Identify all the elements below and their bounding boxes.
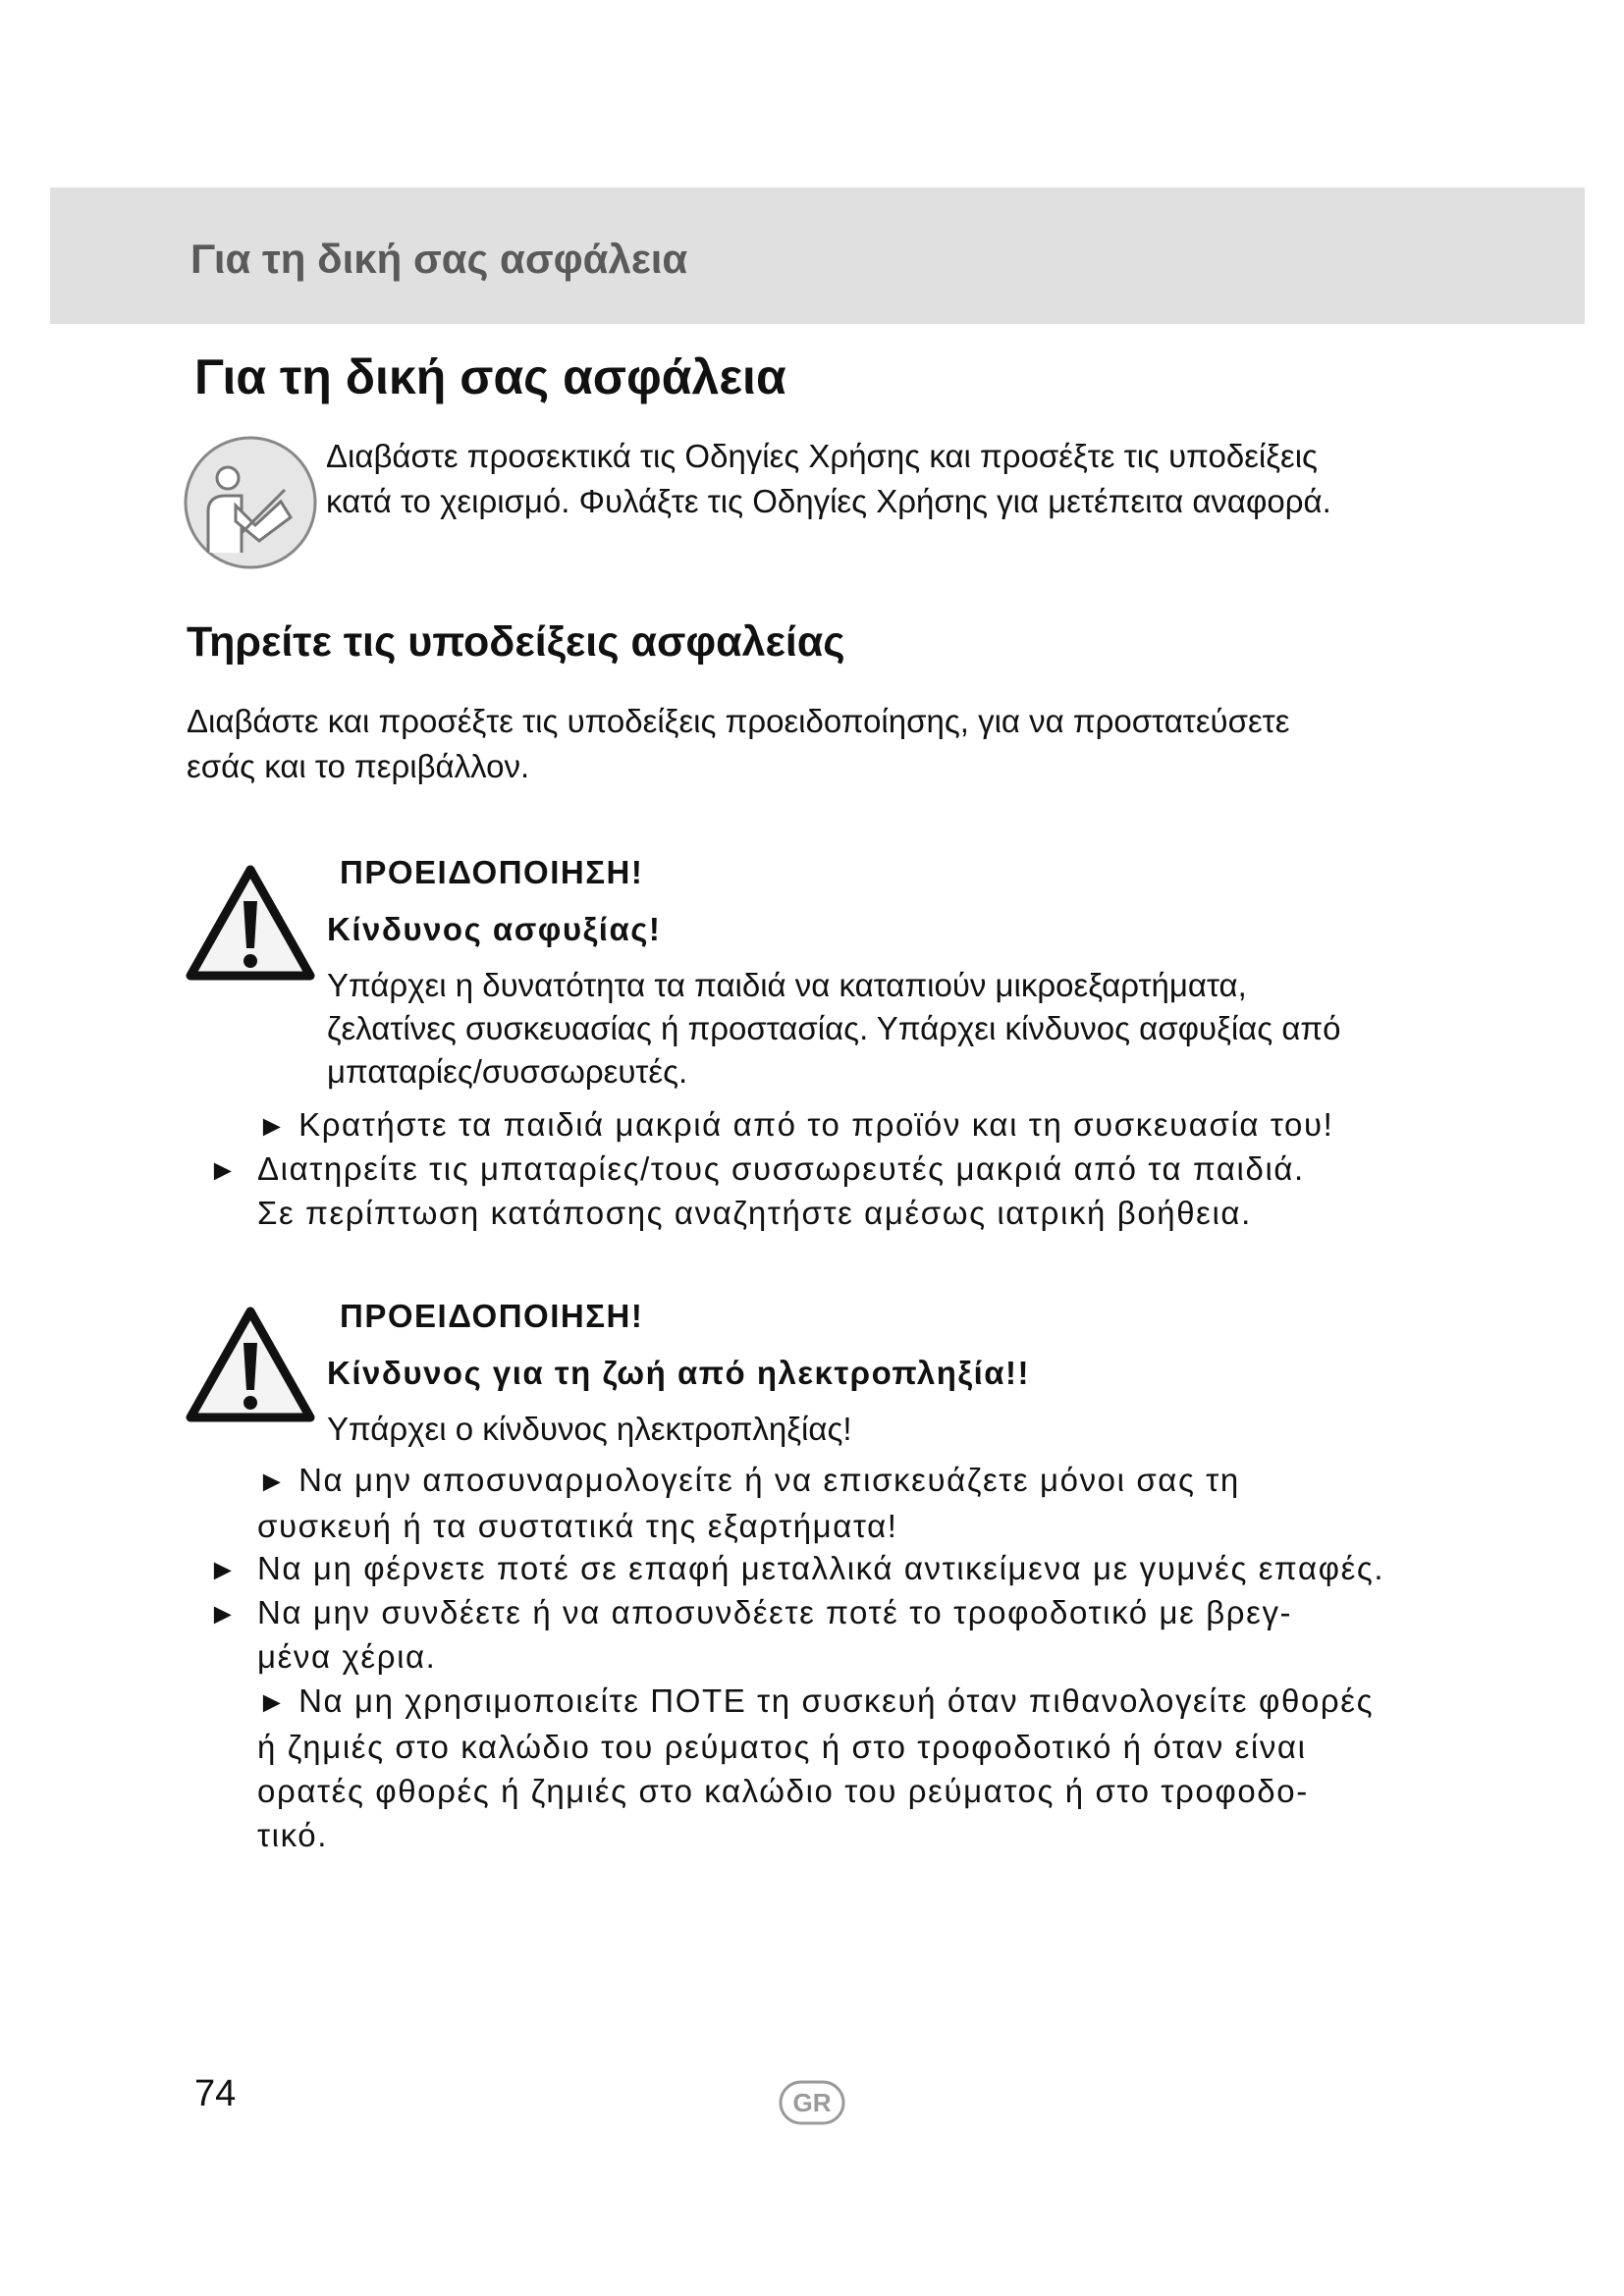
page-title: Για τη δική σας ασφάλεια <box>194 349 786 404</box>
bullet-arrow-icon: ► <box>257 1466 289 1498</box>
item-text: ή ζημιές στο καλώδιο του ρεύματος ή στο τροφοδοτικό ή όταν είναι <box>257 1729 1307 1765</box>
item-text: μένα χέρια. <box>257 1638 437 1675</box>
intro-line-2: κατά το χειρισμό. Φυλάξτε τις Οδηγίες Χρήσης για μετέπειτα αναφορά. <box>326 483 1331 519</box>
warning-1-item-2 <box>257 1147 1534 1235</box>
intro-text <box>326 434 1534 524</box>
warning-1-body <box>327 964 1525 1094</box>
warning-2-item-3 <box>257 1590 1534 1679</box>
section-heading: Τηρείτε τις υποδείξεις ασφαλείας <box>187 618 845 666</box>
item-text: Σε περίπτωση κατάποσης αναζητήστε αμέσως ιατρική βοήθεια. <box>257 1195 1252 1231</box>
section-line-1: Διαβάστε και προσέξτε τις υποδείξεις προειδοποίησης, για να προστατεύσετε <box>187 703 1290 739</box>
bullet-arrow-icon: ► <box>208 1598 240 1630</box>
warning-1-body-line: Υπάρχει η δυνατότητα τα παιδιά να καταπιούν μικροεξαρτήματα, <box>327 967 1247 1003</box>
item-text: Να μην αποσυναρμολογείτε ή να επισκευάζετε μόνοι σας τη <box>298 1462 1240 1498</box>
item-text: Να μη χρησιμοποιείτε ΠΟΤΕ τη συσκευή όταν πιθανολογείτε φθορές <box>298 1682 1375 1719</box>
warning-2-item-2 <box>257 1546 1534 1590</box>
warning-2-label: ΠΡΟΕΙΔΟΠΟΙΗΣΗ! <box>340 1298 644 1334</box>
item-text: Κρατήστε τα παιδιά μακριά από το προϊόν και τη συσκευασία του! <box>298 1106 1334 1143</box>
warning-2-body-line: Υπάρχει ο κίνδυνος ηλεκτροπληξίας! <box>327 1411 852 1447</box>
warning-1-subtitle: Κίνδυνος ασφυξίας! <box>327 911 662 947</box>
warning-1-body-line: μπαταρίες/συσσωρευτές. <box>327 1053 688 1090</box>
section-text <box>187 699 1492 789</box>
item-text: Να μην συνδέετε ή να αποσυνδέετε ποτέ το τροφοδοτικό με βρεγ- <box>257 1594 1293 1630</box>
item-text: ορατές φθορές ή ζημιές στο καλώδιο του ρεύματος ή στο τροφοδο- <box>257 1773 1309 1809</box>
warning-2-body <box>327 1408 1525 1451</box>
bullet-arrow-icon: ► <box>208 1154 240 1187</box>
intro-line-1: Διαβάστε προσεκτικά τις Οδηγίες Χρήσης και προσέξτε τις υποδείξεις <box>326 438 1318 474</box>
header-title: Για τη δική σας ασφάλεια <box>190 236 688 282</box>
warning-2-item-1 <box>257 1458 1534 1548</box>
warning-triangle-icon <box>185 864 316 984</box>
warning-2-subtitle: Κίνδυνος για τη ζωή από ηλεκτροπληξία!! <box>327 1355 1031 1391</box>
bullet-arrow-icon: ► <box>257 1686 289 1719</box>
warning-1-label: ΠΡΟΕΙΔΟΠΟΙΗΣΗ! <box>340 854 644 890</box>
item-text: τικό. <box>257 1817 328 1853</box>
warning-1-item-1 <box>257 1102 1534 1148</box>
section-line-2: εσάς και το περιβάλλον. <box>187 748 530 784</box>
item-text: Διατηρείτε τις μπαταρίες/τους συσσωρευτές μακριά από τα παιδιά. <box>257 1150 1305 1187</box>
warning-1-body-line: ζελατίνες συσκευασίας ή προστασίας. Υπάρχει κίνδυνος ασφυξίας από <box>327 1010 1341 1046</box>
page-number: 74 <box>194 2073 237 2114</box>
warning-2-item-4 <box>257 1679 1553 1857</box>
warning-1-item-2-bullet <box>208 1148 239 1193</box>
bullet-arrow-icon: ► <box>208 1554 240 1586</box>
read-manual-icon <box>183 435 318 570</box>
warning-triangle-icon <box>185 1306 316 1425</box>
bullet-arrow-icon: ► <box>257 1110 289 1143</box>
item-text: συσκευή ή τα συστατικά της εξαρτήματα! <box>257 1508 898 1544</box>
item-text: Να μη φέρνετε ποτέ σε επαφή μεταλλικά αντικείμενα με γυμνές επαφές. <box>257 1550 1385 1586</box>
language-code: GR <box>792 2088 832 2117</box>
language-badge <box>779 2080 845 2125</box>
